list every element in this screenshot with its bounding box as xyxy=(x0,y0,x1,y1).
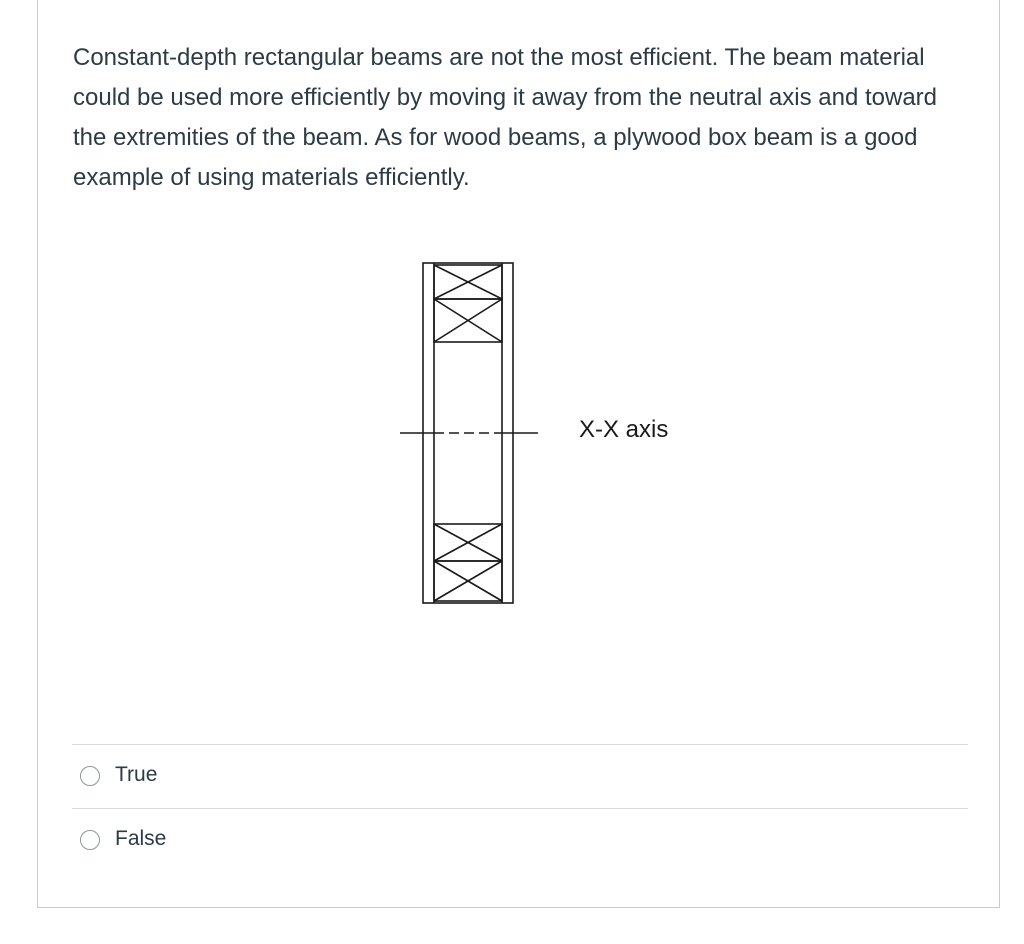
answer-list xyxy=(72,744,968,872)
answer-label-true[interactable]: True xyxy=(115,763,158,786)
answer-option-false[interactable] xyxy=(72,808,968,872)
bottom-flange xyxy=(434,524,502,601)
question-card xyxy=(37,0,1000,908)
radio-true[interactable] xyxy=(80,766,100,786)
radio-false[interactable] xyxy=(80,830,100,850)
answer-option-true[interactable] xyxy=(72,744,968,808)
question-text: Constant-depth rectangular beams are not the most efficient. The beam material could be used more efficiently by moving it away from the neutral axis and toward the extremities of the beam. As for wood beams, a plywood box beam is a good example of using materials efficiently. xyxy=(73,44,937,191)
top-flange xyxy=(434,265,502,342)
answer-label-false[interactable]: False xyxy=(115,827,167,850)
axis-label: X-X axis xyxy=(579,416,669,443)
